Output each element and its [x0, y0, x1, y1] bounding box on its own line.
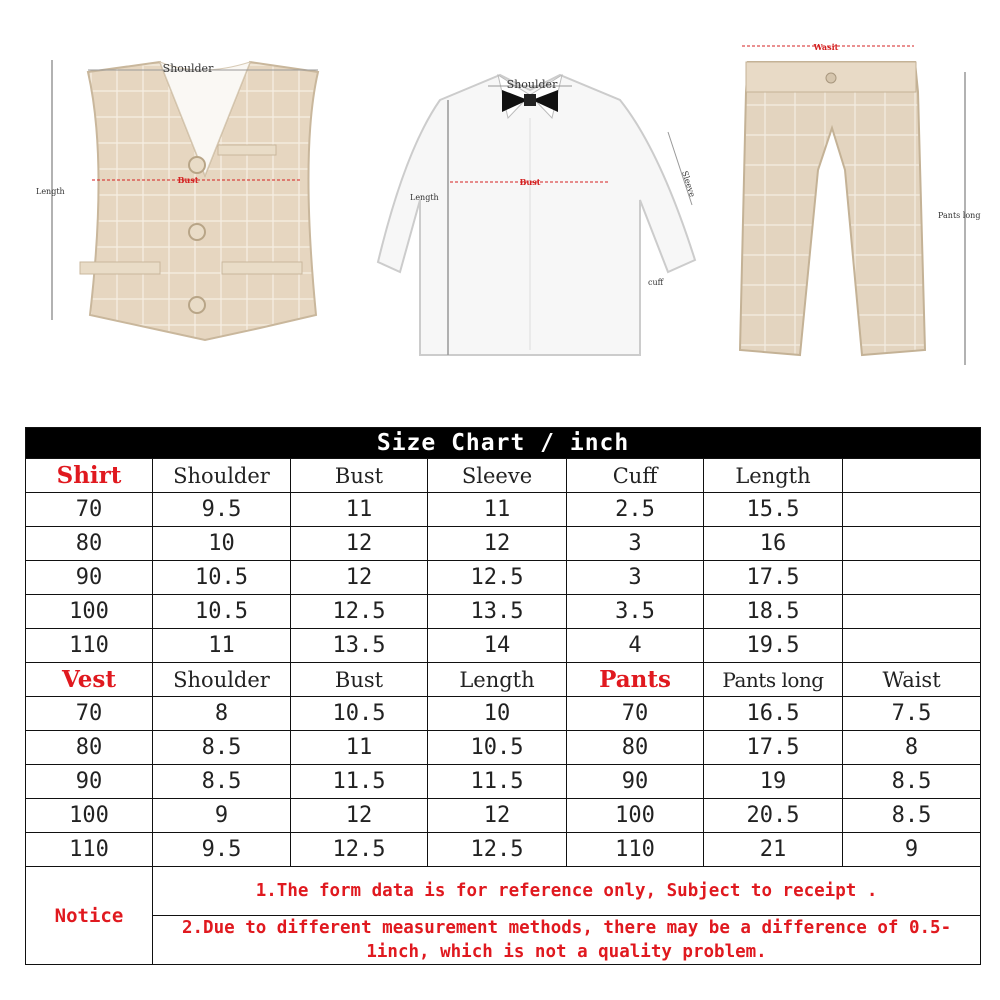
- table-cell: 8.5: [843, 799, 981, 833]
- column-header: Shoulder: [153, 663, 291, 697]
- table-cell: 10.5: [153, 561, 291, 595]
- table-cell: [843, 561, 981, 595]
- table-cell: 8.5: [843, 765, 981, 799]
- vest-label: Vest: [26, 663, 153, 697]
- table-cell: 4: [567, 629, 704, 663]
- table-cell: 90: [26, 765, 153, 799]
- table-cell: 12.5: [291, 595, 428, 629]
- table-cell: 11.5: [428, 765, 567, 799]
- table-cell: 10: [153, 527, 291, 561]
- table-cell: 7.5: [843, 697, 981, 731]
- table-row: [26, 561, 981, 595]
- table-row: [26, 527, 981, 561]
- table-row: [26, 833, 981, 867]
- table-row: [26, 731, 981, 765]
- table-cell: 12.5: [428, 833, 567, 867]
- pants-label: Pants: [567, 663, 704, 697]
- pants-waist-label: Wasit: [813, 42, 839, 52]
- table-cell: 80: [26, 527, 153, 561]
- table-cell: 12.5: [428, 561, 567, 595]
- table-cell: 11: [153, 629, 291, 663]
- table-cell: 12.5: [291, 833, 428, 867]
- column-header: Waist: [843, 663, 981, 697]
- table-cell: 9.5: [153, 493, 291, 527]
- vest-illustration: [36, 60, 318, 340]
- pants-illustration: [740, 42, 980, 365]
- table-cell: 17.5: [704, 561, 843, 595]
- table-cell: [843, 595, 981, 629]
- table-cell: 100: [26, 799, 153, 833]
- table-cell: 10.5: [153, 595, 291, 629]
- table-cell: 19.5: [704, 629, 843, 663]
- table-cell: 21: [704, 833, 843, 867]
- table-cell: 11: [291, 493, 428, 527]
- shirt-cuff-label: cuff: [648, 278, 664, 287]
- table-cell: 8: [153, 697, 291, 731]
- table-cell: 13.5: [428, 595, 567, 629]
- table-cell: 2.5: [567, 493, 704, 527]
- table-cell: 9: [843, 833, 981, 867]
- table-cell: 90: [567, 765, 704, 799]
- table-cell: [843, 493, 981, 527]
- table-cell: 10.5: [428, 731, 567, 765]
- shirt-sleeve-label: Sleeve: [680, 169, 697, 199]
- table-cell: 110: [567, 833, 704, 867]
- shirt-illustration: [378, 75, 697, 355]
- notice-line-2: 2.Due to different measurement methods, there may be a difference of 0.5-1inch, which is not a quality problem.: [153, 916, 981, 965]
- table-cell: 100: [567, 799, 704, 833]
- table-cell: 9.5: [153, 833, 291, 867]
- vest-pants-header-row: [26, 663, 981, 697]
- table-cell: 15.5: [704, 493, 843, 527]
- table-row: [26, 697, 981, 731]
- garment-illustrations: [0, 0, 1000, 400]
- table-row: [26, 799, 981, 833]
- vest-bust-label: Bust: [177, 175, 199, 185]
- table-cell: 16.5: [704, 697, 843, 731]
- table-cell: 20.5: [704, 799, 843, 833]
- table-cell: 12: [291, 799, 428, 833]
- column-header: Length: [428, 663, 567, 697]
- garments-svg: [0, 0, 1000, 400]
- column-header: Shoulder: [153, 459, 291, 493]
- table-cell: 80: [26, 731, 153, 765]
- table-cell: 18.5: [704, 595, 843, 629]
- table-cell: 11: [428, 493, 567, 527]
- table-cell: 12: [428, 799, 567, 833]
- table-cell: [843, 629, 981, 663]
- notice-label: Notice: [26, 867, 153, 965]
- table-cell: 70: [26, 493, 153, 527]
- table-cell: 12: [291, 527, 428, 561]
- table-cell: 70: [26, 697, 153, 731]
- table-cell: 14: [428, 629, 567, 663]
- table-cell: 100: [26, 595, 153, 629]
- column-header: Pants long: [704, 663, 843, 697]
- table-cell: 3: [567, 527, 704, 561]
- size-chart-table: [25, 427, 981, 965]
- table-cell: 8: [843, 731, 981, 765]
- column-header: Bust: [291, 663, 428, 697]
- table-cell: 17.5: [704, 731, 843, 765]
- table-cell: 16: [704, 527, 843, 561]
- column-header: Length: [704, 459, 843, 493]
- table-row: [26, 493, 981, 527]
- table-cell: 70: [567, 697, 704, 731]
- table-cell: 8.5: [153, 731, 291, 765]
- table-row: [26, 595, 981, 629]
- notice-row-1: [26, 867, 981, 916]
- table-cell: 13.5: [291, 629, 428, 663]
- table-cell: 19: [704, 765, 843, 799]
- table-row: [26, 629, 981, 663]
- column-header: Cuff: [567, 459, 704, 493]
- table-cell: 3: [567, 561, 704, 595]
- table-cell: 11: [291, 731, 428, 765]
- table-cell: 90: [26, 561, 153, 595]
- notice-row-2: [26, 916, 981, 965]
- title-row: [26, 428, 981, 459]
- pants-long-label: Pants long: [938, 211, 981, 220]
- vest-length-label: Length: [36, 187, 65, 196]
- table-cell: 12: [291, 561, 428, 595]
- column-header: Bust: [291, 459, 428, 493]
- vest-shoulder-label: Shoulder: [162, 62, 214, 75]
- table-cell: 8.5: [153, 765, 291, 799]
- column-header: Sleeve: [428, 459, 567, 493]
- notice-line-1: 1.The form data is for reference only, Subject to receipt .: [153, 867, 981, 916]
- shirt-shoulder-label: Shoulder: [506, 78, 558, 91]
- table-cell: [843, 527, 981, 561]
- table-cell: 110: [26, 833, 153, 867]
- table-cell: 10: [428, 697, 567, 731]
- shirt-header-row: [26, 459, 981, 493]
- column-header: [843, 459, 981, 493]
- shirt-bust-label: Bust: [519, 177, 541, 187]
- table-cell: 11.5: [291, 765, 428, 799]
- table-cell: 80: [567, 731, 704, 765]
- shirt-label: Shirt: [26, 459, 153, 493]
- table-cell: 12: [428, 527, 567, 561]
- table-cell: 3.5: [567, 595, 704, 629]
- table-cell: 9: [153, 799, 291, 833]
- chart-title: Size Chart / inch: [26, 428, 981, 459]
- table-row: [26, 765, 981, 799]
- table-cell: 110: [26, 629, 153, 663]
- table-cell: 10.5: [291, 697, 428, 731]
- shirt-length-label: Length: [410, 193, 439, 202]
